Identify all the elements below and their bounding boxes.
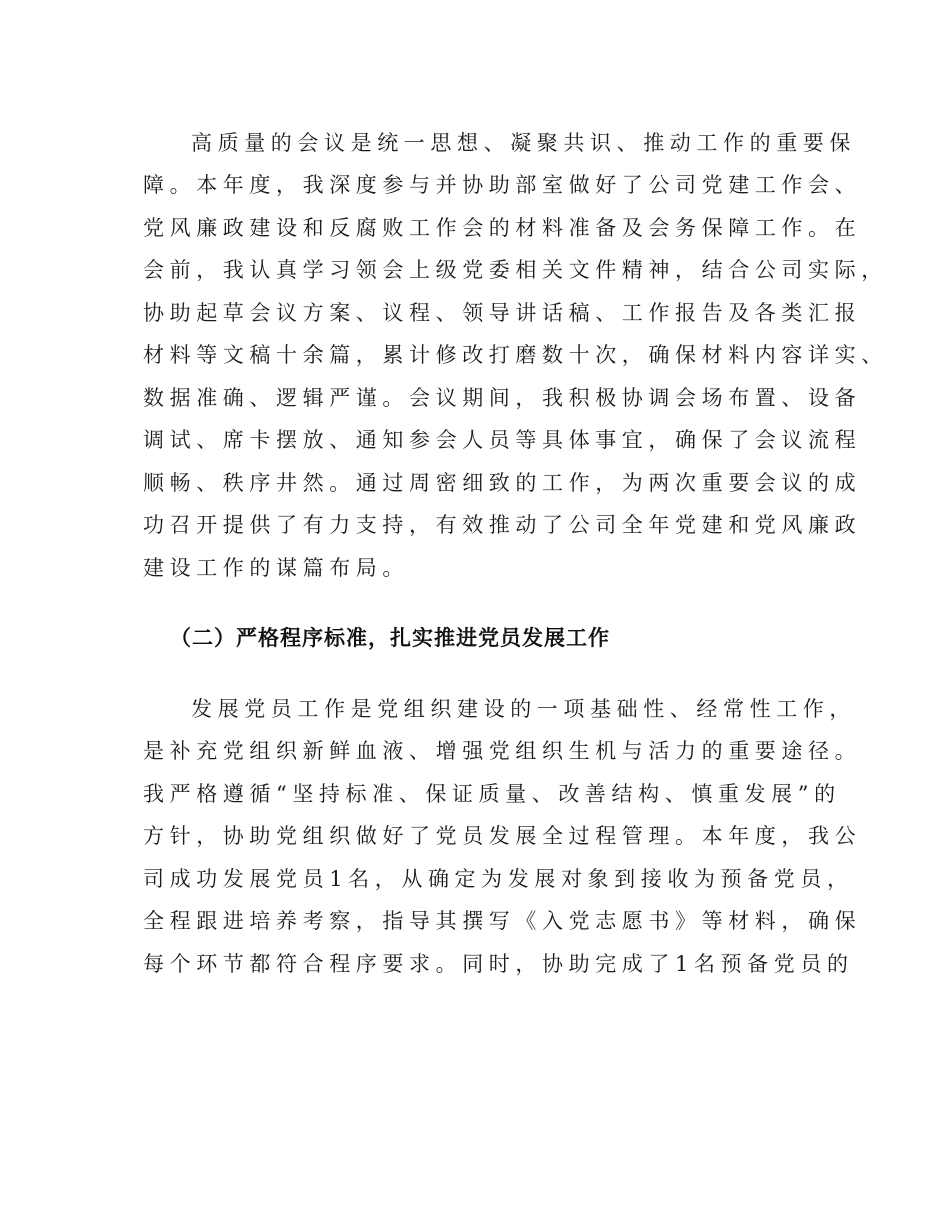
paragraph-1-line-7: 数据准确、逻辑严谨。会议期间，我积极协调会场布置、设备 xyxy=(143,386,862,410)
paragraph-1-line-5: 协助起草会议方案、议程、领导讲话稿、工作报告及各类汇报 xyxy=(143,301,862,325)
paragraph-1-line-4: 会前，我认真学习领会上级党委相关文件精神，结合公司实际， xyxy=(143,258,888,282)
paragraph-1-line-6: 材料等文稿十余篇，累计修改打磨数十次，确保材料内容详实、 xyxy=(143,343,888,367)
paragraph-1-line-1: 高质量的会议是统一思想、凝聚共识、推动工作的重要保 xyxy=(191,131,856,155)
paragraph-1-line-8: 调试、席卡摆放、通知参会人员等具体事宜，确保了会议流程 xyxy=(143,428,862,452)
paragraph-2-line-4: 方针，协助党组织做好了党员发展全过程管理。本年度，我公 xyxy=(143,824,862,848)
paragraph-1-line-3: 党风廉政建设和反腐败工作会的材料准备及会务保障工作。在 xyxy=(143,216,862,240)
paragraph-2-line-1: 发展党员工作是党组织建设的一项基础性、经常性工作， xyxy=(191,697,856,721)
paragraph-1-line-10: 功召开提供了有力支持，有效推动了公司全年党建和党风廉政 xyxy=(143,513,862,537)
paragraph-2-line-7: 每个环节都符合程序要求。同时，协助完成了1名预备党员的 xyxy=(143,952,854,976)
paragraph-1-line-11: 建设工作的谋篇布局。 xyxy=(143,556,409,580)
paragraph-2-line-2: 是补充党组织新鲜血液、增强党组织生机与活力的重要途径。 xyxy=(143,739,862,763)
section-heading: （二）严格程序标准，扎实推进党员发展工作 xyxy=(170,626,610,650)
paragraph-2-line-3: 我严格遵循“坚持标准、保证质量、改善结构、慎重发展”的 xyxy=(143,782,841,806)
paragraph-1-line-2: 障。本年度，我深度参与并协助部室做好了公司党建工作会、 xyxy=(143,173,862,197)
paragraph-2-line-5: 司成功发展党员1名，从确定为发展对象到接收为预备党员， xyxy=(143,867,854,891)
paragraph-2-line-6: 全程跟进培养考察，指导其撰写《入党志愿书》等材料，确保 xyxy=(143,909,862,933)
paragraph-1-line-9: 顺畅、秩序井然。通过周密细致的工作，为两次重要会议的成 xyxy=(143,471,862,495)
